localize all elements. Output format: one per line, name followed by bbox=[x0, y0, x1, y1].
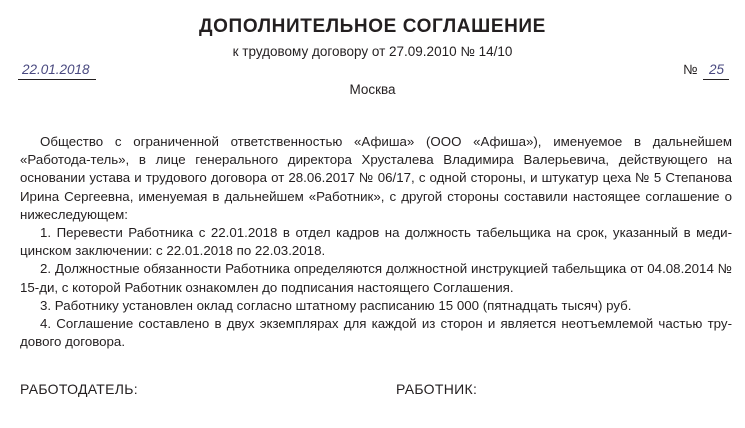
document-city: Москва bbox=[349, 82, 396, 97]
paragraph-clause-4: 4. Соглашение составлено в двух экземплярах для каждой из сторон и является неотъемлемой частью тру-дового договора. bbox=[20, 316, 732, 350]
employer-signature-label: РАБОТОДАТЕЛЬ: bbox=[20, 381, 138, 397]
number-underline bbox=[703, 79, 729, 80]
agreement-body bbox=[20, 133, 732, 351]
paragraph-clause-3: 3. Работнику установлен оклад согласно штатному расписанию 15 000 (пятнадцать тысяч) руб. bbox=[40, 297, 632, 313]
paragraph-clause-2: 2. Должностные обязанности Работника определяются должностной инструкцией табельщика от 04.08.2014 № 15-ди, с которой Работник ознакомлен до подписания настоящего Соглашения. bbox=[20, 261, 732, 295]
paragraph-clause-1: 1. Перевести Работника с 22.01.2018 в отдел кадров на должность табельщика на срок, указанный в меди-цинском заключении: с 22.01.2018 по 22.03.2018. bbox=[20, 225, 732, 259]
employee-signature-label: РАБОТНИК: bbox=[396, 381, 478, 397]
document-date-field bbox=[18, 62, 98, 80]
date-underline bbox=[18, 79, 96, 80]
document-title: ДОПОЛНИТЕЛЬНОЕ СОГЛАШЕНИЕ bbox=[199, 16, 546, 37]
number-sign: № bbox=[683, 62, 698, 77]
document-date: 22.01.2018 bbox=[22, 62, 90, 77]
document-number: 25 bbox=[709, 62, 725, 77]
paragraph-preamble: Общество с ограниченной ответственностью «Афиша» (ООО «Афиша»), именуемое в дальнейшем «Работода-тель», в лице генерального директора Хрусталева Владимира Валерьевича, действующего на основании устава и трудового договора от 28.06.2017 № 06/17, с одной стороны, и штукатур цеха № 5 Степанова Ирина Сергеевна, именуемая в дальнейшем «Работник», с другой стороны составили настоящее соглашение о нижеследующем: bbox=[20, 134, 732, 222]
document-subtitle: к трудовому договору от 27.09.2010 № 14/10 bbox=[232, 44, 513, 59]
document-number-field bbox=[683, 62, 733, 80]
